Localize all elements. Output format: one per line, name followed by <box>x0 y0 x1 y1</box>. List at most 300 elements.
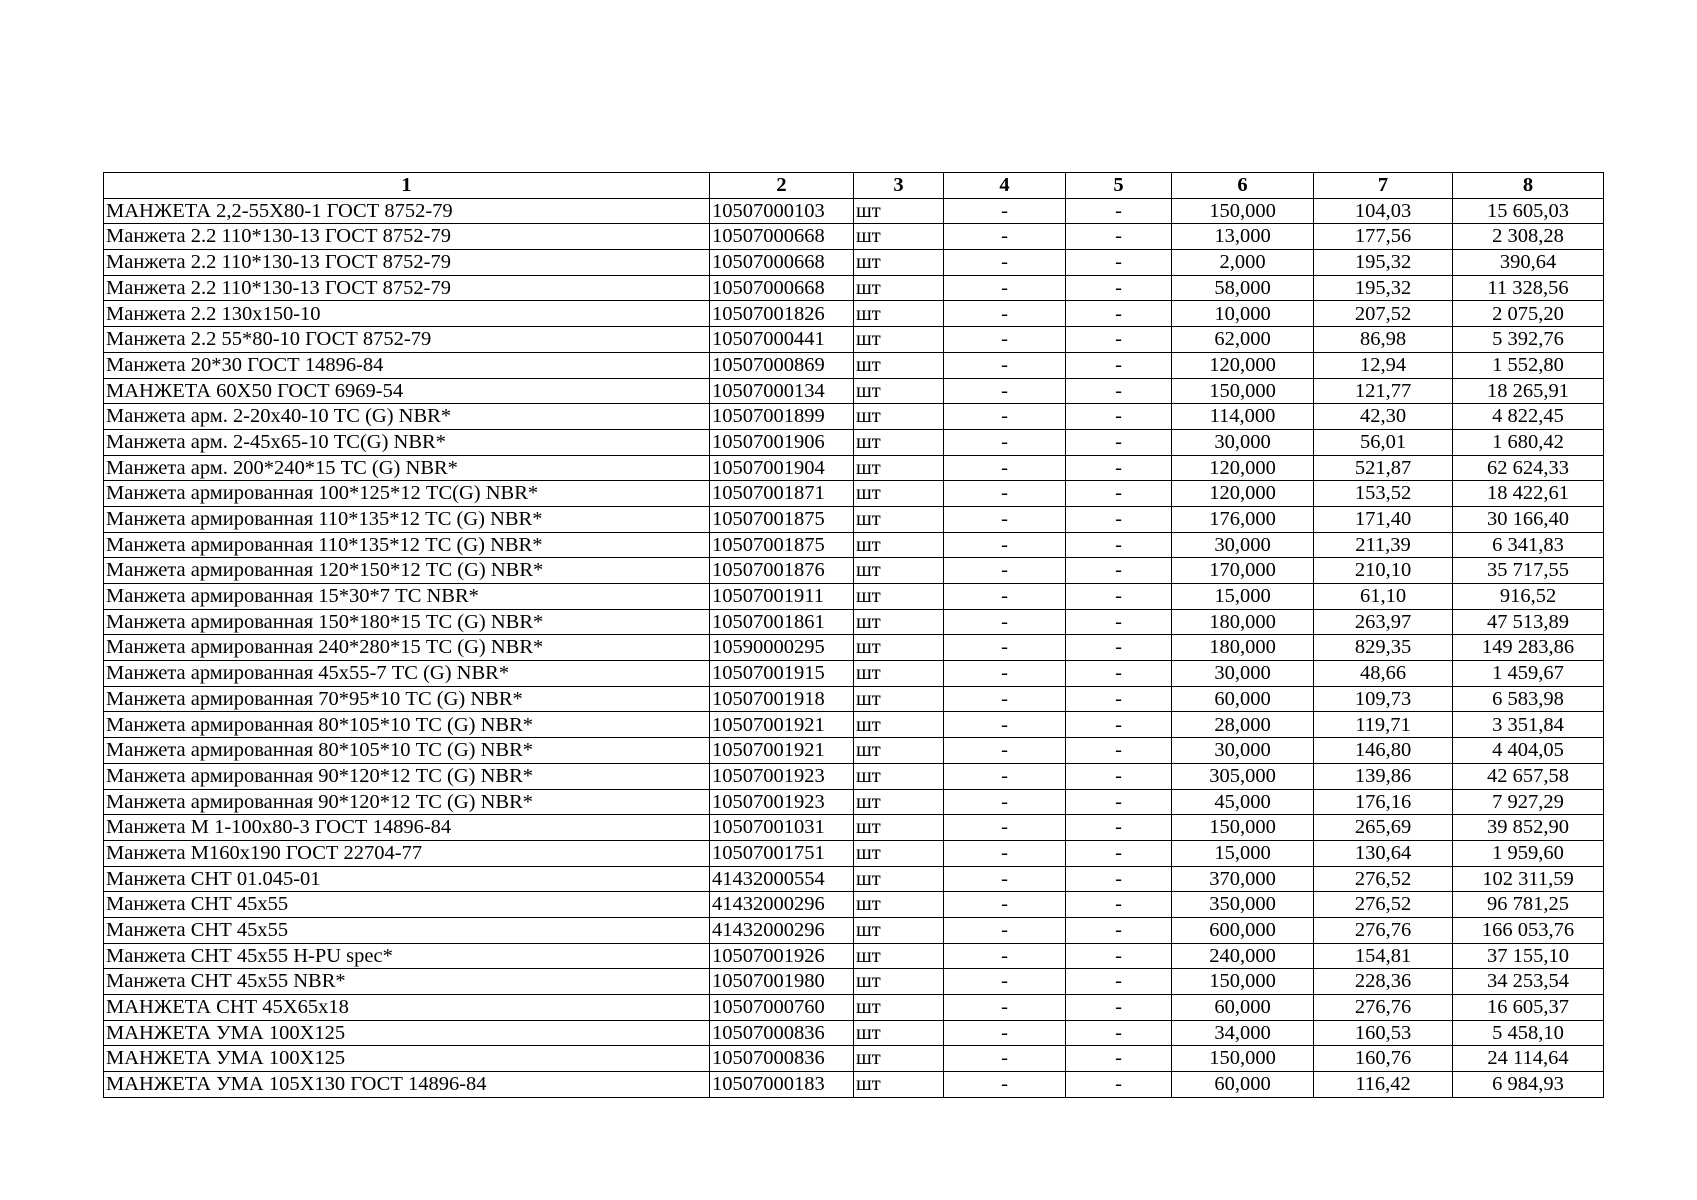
table-row <box>104 1046 1604 1072</box>
item-code-cell: 10507001871 <box>710 481 854 507</box>
price-cell: 829,35 <box>1314 635 1453 661</box>
amount-cell: 34 253,54 <box>1453 969 1604 995</box>
quantity-cell: 370,000 <box>1172 866 1314 892</box>
col4-cell: - <box>944 275 1066 301</box>
price-cell: 171,40 <box>1314 506 1453 532</box>
col5-cell: - <box>1066 917 1172 943</box>
unit-cell: шт <box>854 481 944 507</box>
amount-cell: 24 114,64 <box>1453 1046 1604 1072</box>
table-row <box>104 686 1604 712</box>
price-cell: 86,98 <box>1314 327 1453 353</box>
price-cell: 139,86 <box>1314 763 1453 789</box>
item-code-cell: 10507000836 <box>710 1046 854 1072</box>
table-row <box>104 378 1604 404</box>
unit-cell: шт <box>854 378 944 404</box>
item-code-cell: 10507000183 <box>710 1072 854 1098</box>
col5-cell: - <box>1066 584 1172 610</box>
col5-cell: - <box>1066 686 1172 712</box>
col5-cell: - <box>1066 609 1172 635</box>
price-cell: 263,97 <box>1314 609 1453 635</box>
col4-cell: - <box>944 532 1066 558</box>
col4-cell: - <box>944 429 1066 455</box>
table-row <box>104 301 1604 327</box>
price-cell: 130,64 <box>1314 840 1453 866</box>
col4-cell: - <box>944 609 1066 635</box>
item-name-cell: Манжета СНТ 01.045-01 <box>104 866 710 892</box>
col5-cell: - <box>1066 1072 1172 1098</box>
col4-cell: - <box>944 763 1066 789</box>
col5-cell: - <box>1066 969 1172 995</box>
item-code-cell: 10507001904 <box>710 455 854 481</box>
unit-cell: шт <box>854 609 944 635</box>
col4-cell: - <box>944 892 1066 918</box>
unit-cell: шт <box>854 250 944 276</box>
price-cell: 195,32 <box>1314 250 1453 276</box>
col4-cell: - <box>944 455 1066 481</box>
item-name-cell: Манжета СНТ 45х55 NBR* <box>104 969 710 995</box>
table-row <box>104 532 1604 558</box>
amount-cell: 30 166,40 <box>1453 506 1604 532</box>
col5-cell: - <box>1066 481 1172 507</box>
item-name-cell: Манжета армированная 80*105*10 ТС (G) NBR* <box>104 738 710 764</box>
table-row <box>104 815 1604 841</box>
item-name-cell: Манжета арм. 2-45х65-10 ТС(G) NBR* <box>104 429 710 455</box>
unit-cell: шт <box>854 1046 944 1072</box>
item-name-cell: Манжета армированная 100*125*12 ТС(G) NBR* <box>104 481 710 507</box>
col5-cell: - <box>1066 429 1172 455</box>
item-name-cell: Манжета арм. 200*240*15 ТС (G) NBR* <box>104 455 710 481</box>
item-code-cell: 41432000296 <box>710 892 854 918</box>
item-code-cell: 10507000103 <box>710 198 854 224</box>
quantity-cell: 120,000 <box>1172 455 1314 481</box>
price-cell: 276,76 <box>1314 917 1453 943</box>
amount-cell: 1 959,60 <box>1453 840 1604 866</box>
item-code-cell: 10507001926 <box>710 943 854 969</box>
price-cell: 116,42 <box>1314 1072 1453 1098</box>
unit-cell: шт <box>854 969 944 995</box>
item-code-cell: 10507001980 <box>710 969 854 995</box>
quantity-cell: 30,000 <box>1172 429 1314 455</box>
item-name-cell: Манжета СНТ 45х55 <box>104 917 710 943</box>
unit-cell: шт <box>854 917 944 943</box>
item-code-cell: 10507001826 <box>710 301 854 327</box>
item-name-cell: Манжета 2.2 55*80-10 ГОСТ 8752-79 <box>104 327 710 353</box>
amount-cell: 2 308,28 <box>1453 224 1604 250</box>
amount-cell: 18 422,61 <box>1453 481 1604 507</box>
amount-cell: 1 680,42 <box>1453 429 1604 455</box>
price-cell: 276,52 <box>1314 866 1453 892</box>
amount-cell: 2 075,20 <box>1453 301 1604 327</box>
quantity-cell: 2,000 <box>1172 250 1314 276</box>
col4-cell: - <box>944 327 1066 353</box>
price-cell: 61,10 <box>1314 584 1453 610</box>
item-name-cell: Манжета армированная 45х55-7 ТС (G) NBR* <box>104 661 710 687</box>
item-code-cell: 10507001751 <box>710 840 854 866</box>
col4-cell: - <box>944 352 1066 378</box>
price-cell: 56,01 <box>1314 429 1453 455</box>
amount-cell: 149 283,86 <box>1453 635 1604 661</box>
quantity-cell: 150,000 <box>1172 815 1314 841</box>
table-row <box>104 738 1604 764</box>
amount-cell: 62 624,33 <box>1453 455 1604 481</box>
item-code-cell: 10507001031 <box>710 815 854 841</box>
amount-cell: 4 404,05 <box>1453 738 1604 764</box>
table-row <box>104 481 1604 507</box>
amount-cell: 18 265,91 <box>1453 378 1604 404</box>
amount-cell: 102 311,59 <box>1453 866 1604 892</box>
unit-cell: шт <box>854 429 944 455</box>
unit-cell: шт <box>854 301 944 327</box>
item-name-cell: Манжета армированная 240*280*15 ТС (G) NBR* <box>104 635 710 661</box>
col5-cell: - <box>1066 995 1172 1021</box>
table-row <box>104 506 1604 532</box>
quantity-cell: 34,000 <box>1172 1020 1314 1046</box>
amount-cell: 6 341,83 <box>1453 532 1604 558</box>
col5-cell: - <box>1066 866 1172 892</box>
item-code-cell: 10590000295 <box>710 635 854 661</box>
col4-cell: - <box>944 404 1066 430</box>
table-row <box>104 789 1604 815</box>
col5-cell: - <box>1066 943 1172 969</box>
unit-cell: шт <box>854 224 944 250</box>
amount-cell: 1 459,67 <box>1453 661 1604 687</box>
column-header-2: 2 <box>710 173 854 199</box>
quantity-cell: 60,000 <box>1172 1072 1314 1098</box>
col5-cell: - <box>1066 224 1172 250</box>
col5-cell: - <box>1066 404 1172 430</box>
col4-cell: - <box>944 506 1066 532</box>
col5-cell: - <box>1066 738 1172 764</box>
table-row <box>104 969 1604 995</box>
item-code-cell: 10507001923 <box>710 763 854 789</box>
col5-cell: - <box>1066 301 1172 327</box>
price-cell: 265,69 <box>1314 815 1453 841</box>
amount-cell: 3 351,84 <box>1453 712 1604 738</box>
item-code-cell: 10507001918 <box>710 686 854 712</box>
price-cell: 195,32 <box>1314 275 1453 301</box>
table-row <box>104 840 1604 866</box>
quantity-cell: 150,000 <box>1172 198 1314 224</box>
col4-cell: - <box>944 250 1066 276</box>
item-name-cell: Манжета 2.2 110*130-13 ГОСТ 8752-79 <box>104 275 710 301</box>
quantity-cell: 60,000 <box>1172 686 1314 712</box>
quantity-cell: 176,000 <box>1172 506 1314 532</box>
unit-cell: шт <box>854 506 944 532</box>
table-row <box>104 892 1604 918</box>
col4-cell: - <box>944 1020 1066 1046</box>
col5-cell: - <box>1066 763 1172 789</box>
col4-cell: - <box>944 224 1066 250</box>
amount-cell: 37 155,10 <box>1453 943 1604 969</box>
col5-cell: - <box>1066 635 1172 661</box>
price-cell: 109,73 <box>1314 686 1453 712</box>
quantity-cell: 62,000 <box>1172 327 1314 353</box>
item-name-cell: Манжета 20*30 ГОСТ 14896-84 <box>104 352 710 378</box>
document-sheet <box>103 172 1603 1098</box>
unit-cell: шт <box>854 198 944 224</box>
col5-cell: - <box>1066 712 1172 738</box>
item-name-cell: Манжета М160х190 ГОСТ 22704-77 <box>104 840 710 866</box>
amount-cell: 916,52 <box>1453 584 1604 610</box>
item-code-cell: 10507001911 <box>710 584 854 610</box>
price-cell: 210,10 <box>1314 558 1453 584</box>
unit-cell: шт <box>854 635 944 661</box>
price-cell: 276,76 <box>1314 995 1453 1021</box>
item-name-cell: Манжета М 1-100х80-3 ГОСТ 14896-84 <box>104 815 710 841</box>
price-cell: 211,39 <box>1314 532 1453 558</box>
col4-cell: - <box>944 481 1066 507</box>
quantity-cell: 170,000 <box>1172 558 1314 584</box>
col4-cell: - <box>944 661 1066 687</box>
amount-cell: 11 328,56 <box>1453 275 1604 301</box>
item-code-cell: 10507000668 <box>710 224 854 250</box>
table-body <box>104 198 1604 1097</box>
price-cell: 48,66 <box>1314 661 1453 687</box>
item-name-cell: МАНЖЕТА 60Х50 ГОСТ 6969-54 <box>104 378 710 404</box>
quantity-cell: 150,000 <box>1172 1046 1314 1072</box>
col5-cell: - <box>1066 378 1172 404</box>
col4-cell: - <box>944 378 1066 404</box>
quantity-cell: 10,000 <box>1172 301 1314 327</box>
item-name-cell: МАНЖЕТА УМА 105Х130 ГОСТ 14896-84 <box>104 1072 710 1098</box>
column-header-3: 3 <box>854 173 944 199</box>
amount-cell: 5 392,76 <box>1453 327 1604 353</box>
unit-cell: шт <box>854 686 944 712</box>
table-row <box>104 1020 1604 1046</box>
col5-cell: - <box>1066 1046 1172 1072</box>
column-header-4: 4 <box>944 173 1066 199</box>
quantity-cell: 45,000 <box>1172 789 1314 815</box>
col5-cell: - <box>1066 815 1172 841</box>
table-row <box>104 943 1604 969</box>
col5-cell: - <box>1066 506 1172 532</box>
col5-cell: - <box>1066 327 1172 353</box>
table-row <box>104 352 1604 378</box>
col4-cell: - <box>944 943 1066 969</box>
quantity-cell: 58,000 <box>1172 275 1314 301</box>
item-name-cell: Манжета армированная 90*120*12 ТС (G) NBR* <box>104 763 710 789</box>
quantity-cell: 180,000 <box>1172 635 1314 661</box>
quantity-cell: 120,000 <box>1172 352 1314 378</box>
table-row <box>104 609 1604 635</box>
unit-cell: шт <box>854 327 944 353</box>
col4-cell: - <box>944 917 1066 943</box>
unit-cell: шт <box>854 455 944 481</box>
item-name-cell: Манжета армированная 110*135*12 ТС (G) NBR* <box>104 532 710 558</box>
item-code-cell: 10507001876 <box>710 558 854 584</box>
price-cell: 121,77 <box>1314 378 1453 404</box>
price-cell: 177,56 <box>1314 224 1453 250</box>
col5-cell: - <box>1066 892 1172 918</box>
quantity-cell: 30,000 <box>1172 661 1314 687</box>
col5-cell: - <box>1066 789 1172 815</box>
item-code-cell: 10507001861 <box>710 609 854 635</box>
col4-cell: - <box>944 584 1066 610</box>
col4-cell: - <box>944 686 1066 712</box>
column-header-7: 7 <box>1314 173 1453 199</box>
col4-cell: - <box>944 995 1066 1021</box>
col5-cell: - <box>1066 198 1172 224</box>
unit-cell: шт <box>854 404 944 430</box>
col4-cell: - <box>944 866 1066 892</box>
item-code-cell: 10507000869 <box>710 352 854 378</box>
amount-cell: 47 513,89 <box>1453 609 1604 635</box>
quantity-cell: 150,000 <box>1172 378 1314 404</box>
col4-cell: - <box>944 635 1066 661</box>
col4-cell: - <box>944 789 1066 815</box>
quantity-cell: 30,000 <box>1172 738 1314 764</box>
item-name-cell: Манжета арм. 2-20х40-10 ТС (G) NBR* <box>104 404 710 430</box>
item-name-cell: Манжета армированная 70*95*10 ТС (G) NBR* <box>104 686 710 712</box>
unit-cell: шт <box>854 712 944 738</box>
item-name-cell: МАНЖЕТА УМА 100Х125 <box>104 1020 710 1046</box>
item-name-cell: Манжета СНТ 45х55 H-PU spec* <box>104 943 710 969</box>
quantity-cell: 150,000 <box>1172 969 1314 995</box>
col4-cell: - <box>944 198 1066 224</box>
column-header-6: 6 <box>1172 173 1314 199</box>
unit-cell: шт <box>854 1072 944 1098</box>
item-code-cell: 41432000554 <box>710 866 854 892</box>
item-code-cell: 41432000296 <box>710 917 854 943</box>
amount-cell: 4 822,45 <box>1453 404 1604 430</box>
unit-cell: шт <box>854 815 944 841</box>
amount-cell: 1 552,80 <box>1453 352 1604 378</box>
column-header-1: 1 <box>104 173 710 199</box>
table-row <box>104 661 1604 687</box>
amount-cell: 6 583,98 <box>1453 686 1604 712</box>
column-header-5: 5 <box>1066 173 1172 199</box>
col4-cell: - <box>944 815 1066 841</box>
unit-cell: шт <box>854 584 944 610</box>
col4-cell: - <box>944 1072 1066 1098</box>
unit-cell: шт <box>854 866 944 892</box>
col5-cell: - <box>1066 532 1172 558</box>
item-code-cell: 10507001875 <box>710 532 854 558</box>
quantity-cell: 180,000 <box>1172 609 1314 635</box>
price-cell: 176,16 <box>1314 789 1453 815</box>
table-row <box>104 327 1604 353</box>
unit-cell: шт <box>854 661 944 687</box>
col5-cell: - <box>1066 661 1172 687</box>
item-name-cell: Манжета СНТ 45х55 <box>104 892 710 918</box>
item-code-cell: 10507000441 <box>710 327 854 353</box>
price-cell: 160,53 <box>1314 1020 1453 1046</box>
unit-cell: шт <box>854 892 944 918</box>
quantity-cell: 240,000 <box>1172 943 1314 969</box>
price-cell: 146,80 <box>1314 738 1453 764</box>
price-cell: 276,52 <box>1314 892 1453 918</box>
table-row <box>104 917 1604 943</box>
item-code-cell: 10507001906 <box>710 429 854 455</box>
col5-cell: - <box>1066 840 1172 866</box>
table-row <box>104 275 1604 301</box>
item-name-cell: Манжета армированная 15*30*7 ТС NBR* <box>104 584 710 610</box>
amount-cell: 15 605,03 <box>1453 198 1604 224</box>
unit-cell: шт <box>854 352 944 378</box>
unit-cell: шт <box>854 943 944 969</box>
amount-cell: 7 927,29 <box>1453 789 1604 815</box>
unit-cell: шт <box>854 558 944 584</box>
col4-cell: - <box>944 969 1066 995</box>
table-row <box>104 1072 1604 1098</box>
quantity-cell: 350,000 <box>1172 892 1314 918</box>
col5-cell: - <box>1066 1020 1172 1046</box>
table-row <box>104 584 1604 610</box>
col5-cell: - <box>1066 455 1172 481</box>
quantity-cell: 60,000 <box>1172 995 1314 1021</box>
item-name-cell: МАНЖЕТА УМА 100Х125 <box>104 1046 710 1072</box>
col5-cell: - <box>1066 250 1172 276</box>
item-code-cell: 10507001899 <box>710 404 854 430</box>
unit-cell: шт <box>854 789 944 815</box>
amount-cell: 39 852,90 <box>1453 815 1604 841</box>
table-row <box>104 866 1604 892</box>
unit-cell: шт <box>854 995 944 1021</box>
item-code-cell: 10507000760 <box>710 995 854 1021</box>
item-name-cell: Манжета 2.2 110*130-13 ГОСТ 8752-79 <box>104 250 710 276</box>
item-code-cell: 10507001923 <box>710 789 854 815</box>
table-row <box>104 995 1604 1021</box>
quantity-cell: 15,000 <box>1172 584 1314 610</box>
unit-cell: шт <box>854 840 944 866</box>
item-code-cell: 10507000668 <box>710 275 854 301</box>
col5-cell: - <box>1066 352 1172 378</box>
column-header-8: 8 <box>1453 173 1604 199</box>
unit-cell: шт <box>854 763 944 789</box>
item-name-cell: Манжета армированная 150*180*15 ТС (G) NBR* <box>104 609 710 635</box>
price-cell: 154,81 <box>1314 943 1453 969</box>
amount-cell: 5 458,10 <box>1453 1020 1604 1046</box>
unit-cell: шт <box>854 738 944 764</box>
col5-cell: - <box>1066 558 1172 584</box>
quantity-cell: 30,000 <box>1172 532 1314 558</box>
price-cell: 12,94 <box>1314 352 1453 378</box>
amount-cell: 35 717,55 <box>1453 558 1604 584</box>
table-row <box>104 635 1604 661</box>
quantity-cell: 305,000 <box>1172 763 1314 789</box>
table-row <box>104 224 1604 250</box>
table-row <box>104 455 1604 481</box>
col4-cell: - <box>944 301 1066 327</box>
unit-cell: шт <box>854 1020 944 1046</box>
col4-cell: - <box>944 558 1066 584</box>
item-name-cell: Манжета 2.2 130х150-10 <box>104 301 710 327</box>
col4-cell: - <box>944 712 1066 738</box>
table-row <box>104 763 1604 789</box>
price-cell: 521,87 <box>1314 455 1453 481</box>
amount-cell: 16 605,37 <box>1453 995 1604 1021</box>
seals-table <box>103 172 1604 1098</box>
quantity-cell: 28,000 <box>1172 712 1314 738</box>
item-name-cell: Манжета армированная 120*150*12 ТС (G) NBR* <box>104 558 710 584</box>
amount-cell: 166 053,76 <box>1453 917 1604 943</box>
col4-cell: - <box>944 840 1066 866</box>
quantity-cell: 114,000 <box>1172 404 1314 430</box>
quantity-cell: 600,000 <box>1172 917 1314 943</box>
price-cell: 207,52 <box>1314 301 1453 327</box>
item-code-cell: 10507001921 <box>710 738 854 764</box>
item-code-cell: 10507001875 <box>710 506 854 532</box>
amount-cell: 96 781,25 <box>1453 892 1604 918</box>
item-code-cell: 10507001921 <box>710 712 854 738</box>
unit-cell: шт <box>854 532 944 558</box>
table-row <box>104 558 1604 584</box>
item-code-cell: 10507001915 <box>710 661 854 687</box>
price-cell: 153,52 <box>1314 481 1453 507</box>
price-cell: 160,76 <box>1314 1046 1453 1072</box>
price-cell: 228,36 <box>1314 969 1453 995</box>
col4-cell: - <box>944 1046 1066 1072</box>
